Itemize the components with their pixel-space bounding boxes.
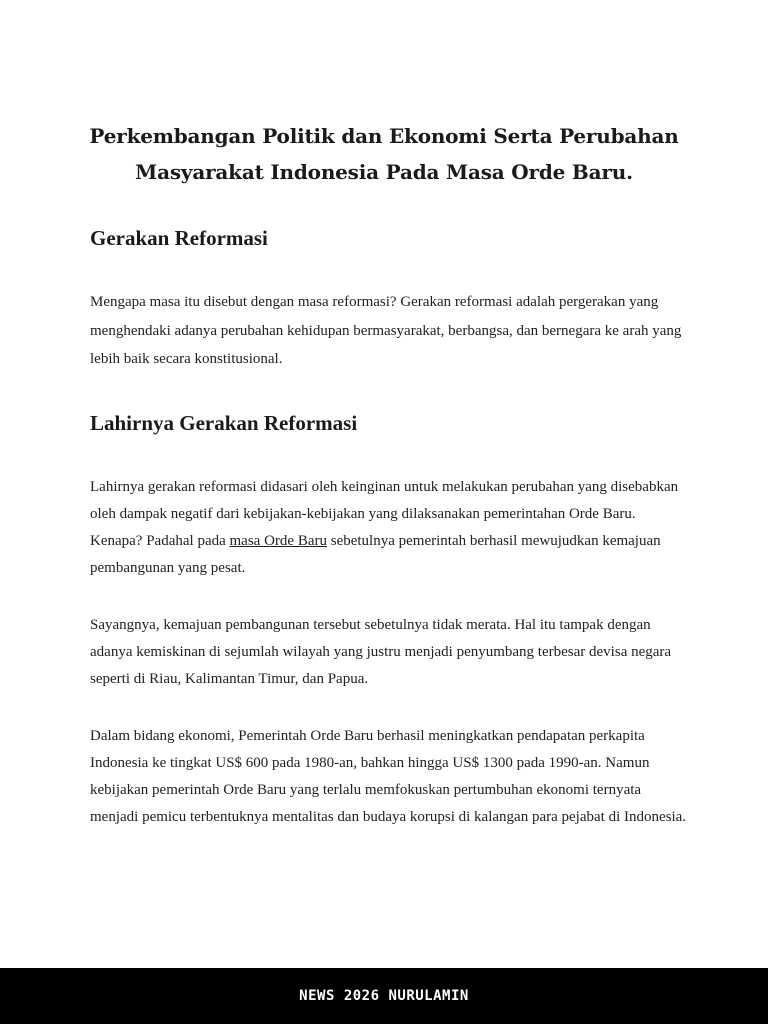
- masa-orde-baru-link[interactable]: masa Orde Baru: [229, 533, 327, 549]
- paragraph-bidang-ekonomi: Dalam bidang ekonomi, Pemerintah Orde Baru berhasil meningkatkan pendapatan perkapita Indonesia ke tingkat US$ 600 pada 1980-an, bahkan hingga US$ 1300 pada 1990-an. Namun kebijakan pemerintah Orde Baru yang terlalu memfokuskan pertumbuhan ekonomi ternyata menjadi pemicu terbentuknya mentalitas dan budaya korupsi di kalangan para pejabat di Indonesia.: [90, 728, 687, 825]
- section-heading-lahirnya-gerakan-reformasi: Lahirnya Gerakan Reformasi: [90, 411, 358, 435]
- paragraph-pembangunan-tidak-merata: Sayangnya, kemajuan pembangunan tersebut sebetulnya tidak merata. Hal itu tampak dengan adanya kemiskinan di sejumlah wilayah yang justru menjadi penyumbang terbesar devisa negara seperti di Riau, Kalimantan Timur, dan Papua.: [90, 617, 672, 687]
- article-title: Perkembangan Politik dan Ekonomi Serta Perubahan Masyarakat Indonesia Pada Masa Orde Baru.: [89, 124, 679, 184]
- paragraph-text-before-link: Lahirnya gerakan reformasi didasari oleh keinginan untuk melakukan perubahan yang disebabkan oleh dampak negatif dari kebijakan-kebijakan yang dilaksanakan pemerintahan Orde Baru. Kenapa? Padahal pada: [90, 479, 679, 549]
- section-heading-gerakan-reformasi: Gerakan Reformasi: [90, 226, 268, 250]
- paragraph-reformasi-definition: Mengapa masa itu disebut dengan masa reformasi? Gerakan reformasi adalah pergerakan yang menghendaki adanya perubahan kehidupan bermasyarakat, berbangsa, dan bernegara ke arah yang lebih baik secara konstitusional.: [90, 294, 682, 367]
- footer-text: NEWS 2026 NURULAMIN: [299, 988, 469, 1004]
- paragraph-lahirnya-reformasi: [90, 474, 690, 582]
- footer-bar: [0, 968, 768, 1024]
- paragraph-text-after-link: sebetulnya pemerintah berhasil mewujudkan kemajuan pembangunan yang pesat.: [90, 533, 661, 576]
